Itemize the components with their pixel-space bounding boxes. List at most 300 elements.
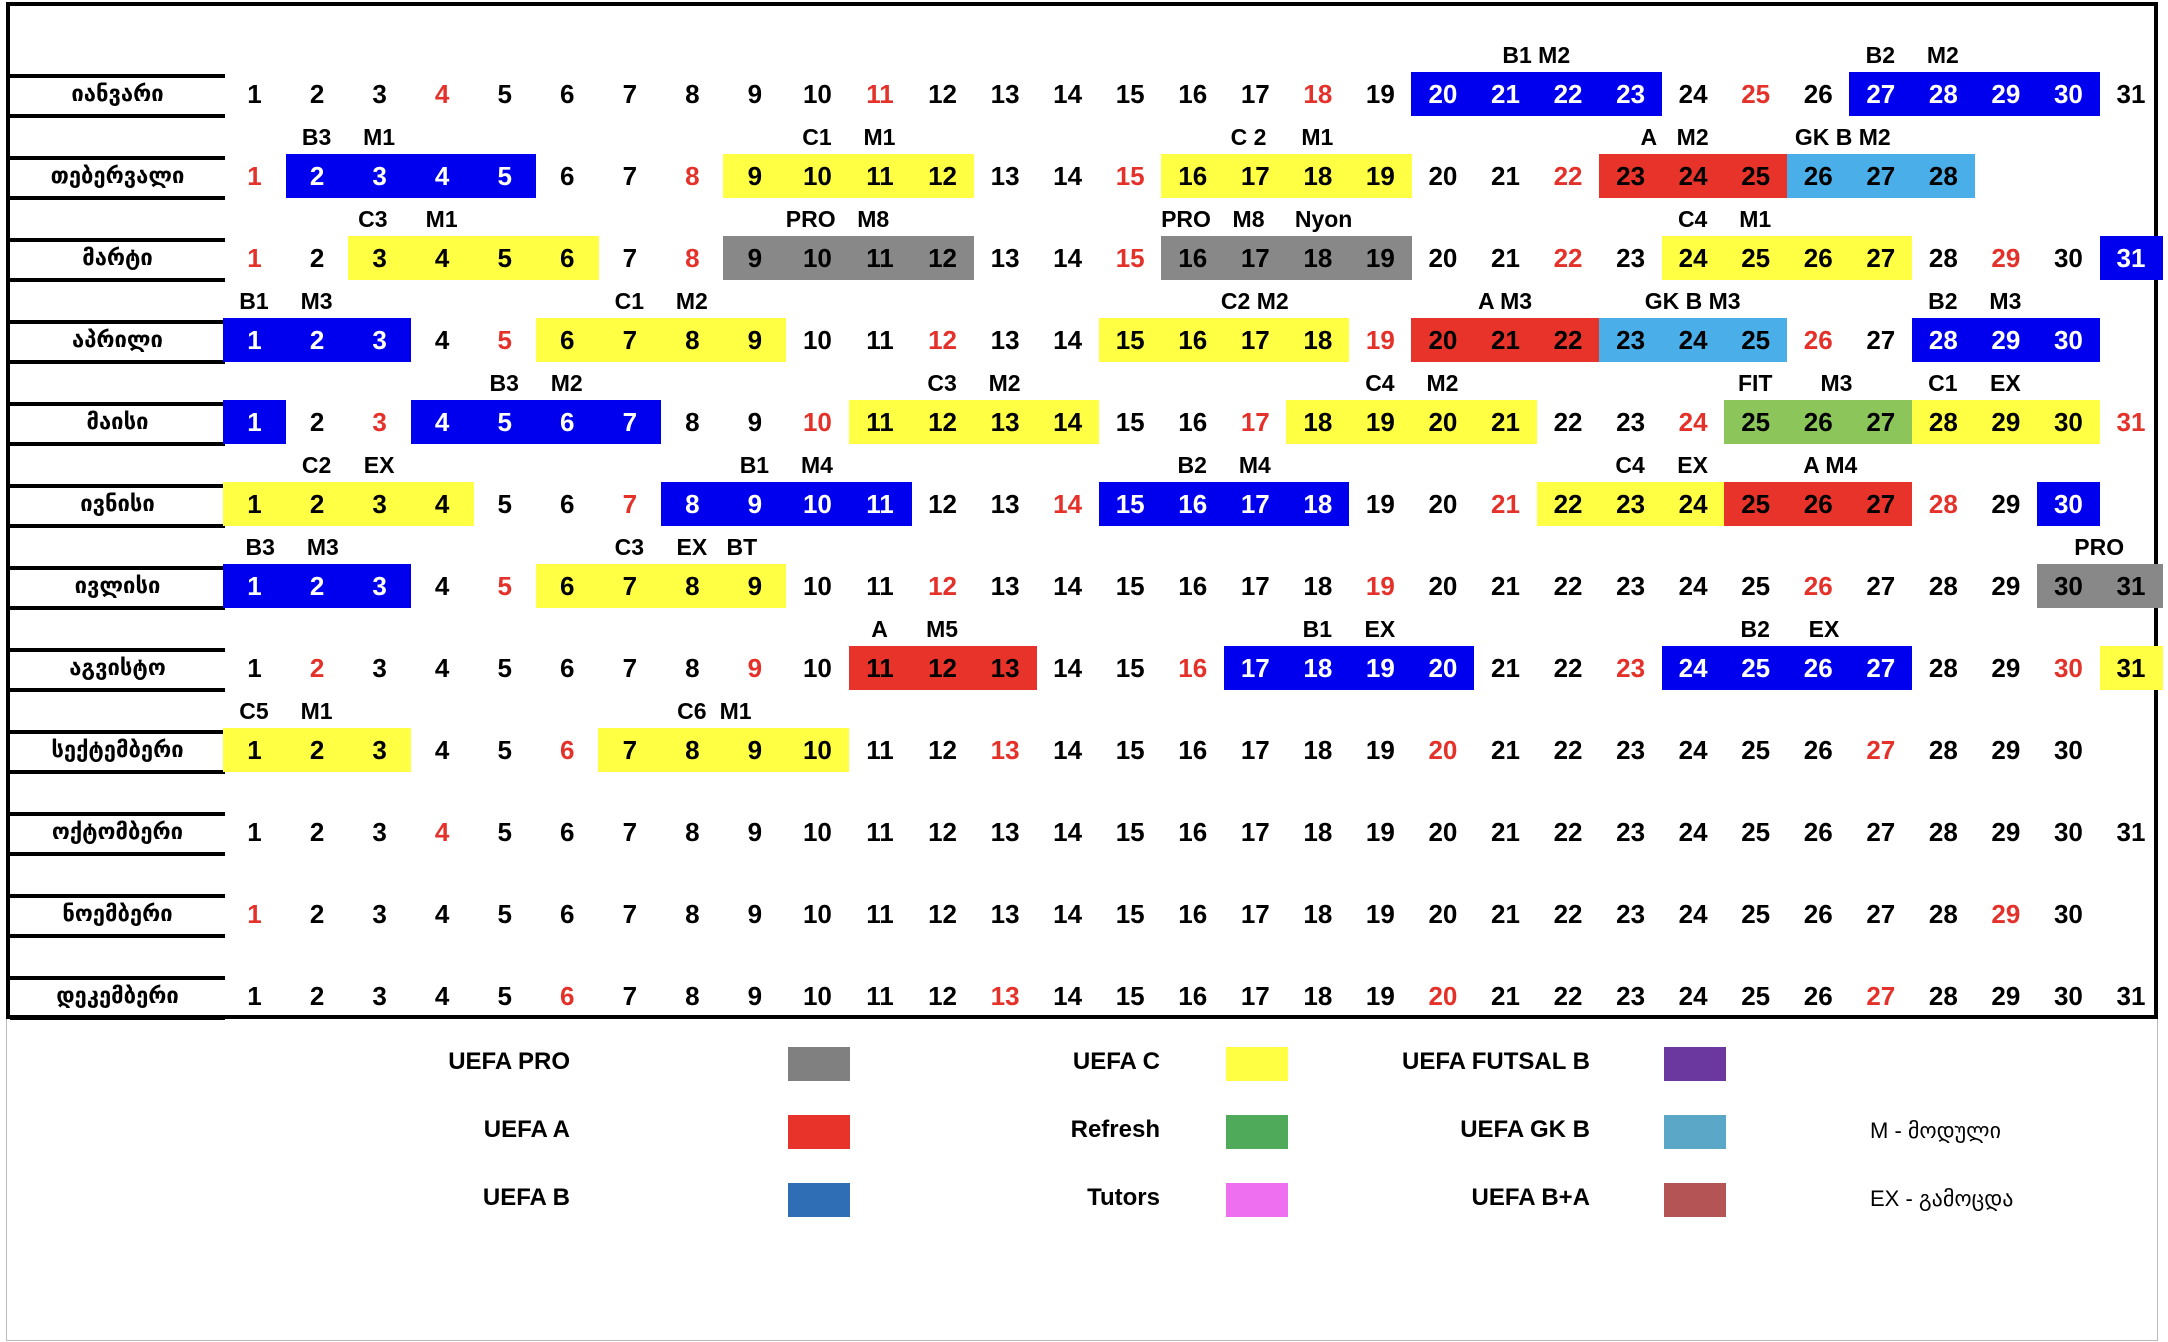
day-cell[interactable]: 27	[1866, 980, 1896, 1011]
day-cell[interactable]: 19	[1365, 734, 1395, 765]
day-cell[interactable]: 27	[1849, 646, 1912, 690]
day-cell[interactable]: 4	[434, 78, 450, 109]
day-cell[interactable]: 21	[1491, 570, 1520, 601]
day-cell[interactable]: 7	[598, 728, 661, 772]
day-cell[interactable]: 30	[2037, 318, 2100, 362]
day-cell[interactable]: 30	[2053, 652, 2083, 683]
day-cell[interactable]: 9	[747, 816, 763, 847]
day-cell[interactable]: 2	[309, 816, 325, 847]
day-cell[interactable]: 2	[286, 728, 349, 772]
day-cell[interactable]: 3	[372, 980, 387, 1011]
day-cell[interactable]: 10	[786, 482, 849, 526]
day-cell[interactable]: 11	[866, 980, 894, 1011]
day-cell[interactable]: 19	[1365, 898, 1395, 929]
day-cell[interactable]: 25	[1724, 154, 1787, 198]
day-cell[interactable]: 24	[1662, 646, 1725, 690]
day-cell[interactable]: 24	[1678, 734, 1708, 765]
day-cell[interactable]: 16	[1161, 236, 1224, 280]
day-cell[interactable]: 26	[1787, 236, 1850, 280]
day-cell[interactable]: 8	[685, 406, 700, 437]
day-cell[interactable]: 16	[1178, 652, 1208, 683]
day-cell[interactable]: 27	[1866, 898, 1896, 929]
day-cell[interactable]: 12	[911, 400, 974, 444]
day-cell[interactable]: 14	[1053, 488, 1083, 519]
day-cell[interactable]: 13	[990, 734, 1020, 765]
day-cell[interactable]: 6	[560, 980, 575, 1011]
day-cell[interactable]: 30	[2037, 564, 2100, 608]
day-cell[interactable]: 9	[747, 980, 763, 1011]
day-cell[interactable]: 12	[928, 78, 957, 109]
day-cell[interactable]: 8	[685, 78, 700, 109]
day-cell[interactable]: 28	[1928, 242, 1958, 273]
day-cell[interactable]: 22	[1553, 898, 1583, 929]
day-cell[interactable]: 3	[348, 318, 411, 362]
day-cell[interactable]: 13	[990, 242, 1020, 273]
day-cell[interactable]: 7	[622, 488, 638, 519]
day-cell[interactable]: 23	[1616, 734, 1646, 765]
day-cell[interactable]: 25	[1741, 980, 1771, 1011]
day-cell[interactable]: 14	[1053, 160, 1083, 191]
day-cell[interactable]: 29	[1991, 816, 2021, 847]
day-cell[interactable]: 16	[1178, 406, 1208, 437]
day-cell[interactable]: 25	[1724, 482, 1787, 526]
day-cell[interactable]: 27	[1849, 236, 1912, 280]
day-cell[interactable]: 24	[1662, 154, 1725, 198]
day-cell[interactable]: 7	[598, 318, 661, 362]
day-cell[interactable]: 18	[1303, 78, 1333, 109]
day-cell[interactable]: 1	[247, 160, 262, 191]
day-cell[interactable]: 30	[2053, 734, 2083, 765]
day-cell[interactable]: 3	[372, 898, 387, 929]
day-cell[interactable]: 31	[2100, 646, 2163, 690]
day-cell[interactable]: 20	[1411, 318, 1474, 362]
day-cell[interactable]: 19	[1365, 816, 1395, 847]
day-cell[interactable]: 17	[1224, 236, 1287, 280]
day-cell[interactable]: 9	[723, 236, 786, 280]
day-cell[interactable]: 21	[1491, 816, 1520, 847]
day-cell[interactable]: 20	[1411, 646, 1474, 690]
day-cell[interactable]: 26	[1803, 898, 1833, 929]
day-cell[interactable]: 4	[434, 570, 450, 601]
day-cell[interactable]: 15	[1115, 734, 1145, 765]
day-cell[interactable]: 7	[622, 652, 638, 683]
day-cell[interactable]: 6	[560, 78, 575, 109]
day-cell[interactable]: 14	[1053, 980, 1083, 1011]
day-cell[interactable]: 29	[1991, 734, 2021, 765]
day-cell[interactable]: 19	[1349, 236, 1412, 280]
day-cell[interactable]: 29	[1991, 242, 2021, 273]
day-cell[interactable]: 28	[1912, 154, 1975, 198]
day-cell[interactable]: 17	[1240, 816, 1270, 847]
day-cell[interactable]: 1	[223, 318, 286, 362]
day-cell[interactable]: 16	[1178, 78, 1208, 109]
day-cell[interactable]: 10	[802, 570, 832, 601]
day-cell[interactable]: 26	[1803, 570, 1833, 601]
day-cell[interactable]: 19	[1365, 570, 1395, 601]
day-cell[interactable]: 4	[434, 980, 450, 1011]
day-cell[interactable]: 17	[1240, 570, 1270, 601]
day-cell[interactable]: 23	[1616, 816, 1646, 847]
day-cell[interactable]: 18	[1286, 318, 1349, 362]
day-cell[interactable]: 8	[685, 898, 700, 929]
day-cell[interactable]: 26	[1803, 980, 1833, 1011]
day-cell[interactable]: 16	[1161, 154, 1224, 198]
day-cell[interactable]: 3	[348, 564, 411, 608]
day-cell[interactable]: 18	[1303, 734, 1333, 765]
day-cell[interactable]: 21	[1474, 72, 1537, 116]
day-cell[interactable]: 13	[974, 646, 1037, 690]
day-cell[interactable]: 9	[723, 154, 786, 198]
day-cell[interactable]: 5	[497, 980, 512, 1011]
day-cell[interactable]: 31	[2100, 564, 2163, 608]
day-cell[interactable]: 8	[661, 482, 724, 526]
day-cell[interactable]: 7	[622, 980, 638, 1011]
day-cell[interactable]: 15	[1115, 980, 1145, 1011]
day-cell[interactable]: 23	[1616, 570, 1646, 601]
day-cell[interactable]: 17	[1240, 734, 1270, 765]
day-cell[interactable]: 10	[802, 406, 832, 437]
day-cell[interactable]: 12	[928, 816, 957, 847]
day-cell[interactable]: 8	[685, 652, 700, 683]
day-cell[interactable]: 31	[2116, 816, 2146, 847]
day-cell[interactable]: 20	[1411, 72, 1474, 116]
day-cell[interactable]: 17	[1240, 406, 1270, 437]
day-cell[interactable]: 11	[849, 154, 912, 198]
day-cell[interactable]: 31	[2116, 78, 2146, 109]
day-cell[interactable]: 7	[598, 564, 661, 608]
day-cell[interactable]: 4	[434, 734, 450, 765]
day-cell[interactable]: 2	[309, 652, 325, 683]
day-cell[interactable]: 11	[866, 570, 894, 601]
day-cell[interactable]: 19	[1349, 154, 1412, 198]
day-cell[interactable]: 14	[1053, 570, 1083, 601]
day-cell[interactable]: 23	[1599, 318, 1662, 362]
day-cell[interactable]: 5	[473, 236, 536, 280]
day-cell[interactable]: 13	[990, 980, 1020, 1011]
day-cell[interactable]: 18	[1286, 646, 1349, 690]
day-cell[interactable]: 3	[348, 154, 411, 198]
day-cell[interactable]: 8	[661, 564, 724, 608]
day-cell[interactable]: 3	[372, 816, 387, 847]
day-cell[interactable]: 13	[990, 324, 1020, 355]
day-cell[interactable]: 12	[928, 980, 957, 1011]
day-cell[interactable]: 24	[1678, 78, 1708, 109]
day-cell[interactable]: 16	[1178, 570, 1208, 601]
day-cell[interactable]: 17	[1224, 154, 1287, 198]
day-cell[interactable]: 24	[1662, 482, 1725, 526]
day-cell[interactable]: 13	[974, 400, 1037, 444]
day-cell[interactable]: 22	[1553, 816, 1583, 847]
day-cell[interactable]: 8	[685, 242, 700, 273]
day-cell[interactable]: 28	[1912, 318, 1975, 362]
day-cell[interactable]: 5	[497, 898, 512, 929]
day-cell[interactable]: 2	[309, 980, 325, 1011]
day-cell[interactable]: 4	[411, 400, 474, 444]
day-cell[interactable]: 7	[622, 816, 638, 847]
day-cell[interactable]: 6	[560, 734, 575, 765]
day-cell[interactable]: 17	[1224, 646, 1287, 690]
day-cell[interactable]: 21	[1491, 652, 1520, 683]
day-cell[interactable]: 28	[1928, 652, 1958, 683]
day-cell[interactable]: 22	[1553, 652, 1583, 683]
day-cell[interactable]: 12	[928, 324, 957, 355]
day-cell[interactable]: 5	[497, 78, 512, 109]
day-cell[interactable]: 25	[1724, 318, 1787, 362]
day-cell[interactable]: 15	[1115, 242, 1145, 273]
day-cell[interactable]: 2	[309, 242, 325, 273]
day-cell[interactable]: 30	[2053, 898, 2083, 929]
day-cell[interactable]: 14	[1053, 324, 1083, 355]
day-cell[interactable]: 12	[928, 734, 957, 765]
day-cell[interactable]: 9	[747, 898, 763, 929]
day-cell[interactable]: 18	[1303, 980, 1333, 1011]
day-cell[interactable]: 11	[866, 816, 894, 847]
day-cell[interactable]: 27	[1849, 154, 1912, 198]
day-cell[interactable]: 16	[1178, 980, 1208, 1011]
day-cell[interactable]: 15	[1115, 816, 1145, 847]
day-cell[interactable]: 1	[223, 564, 286, 608]
day-cell[interactable]: 14	[1053, 816, 1083, 847]
day-cell[interactable]: 4	[434, 816, 450, 847]
day-cell[interactable]: 5	[497, 734, 512, 765]
day-cell[interactable]: 24	[1662, 236, 1725, 280]
day-cell[interactable]: 17	[1224, 318, 1287, 362]
day-cell[interactable]: 7	[622, 78, 638, 109]
day-cell[interactable]: 7	[598, 400, 661, 444]
day-cell[interactable]: 6	[536, 400, 599, 444]
day-cell[interactable]: 19	[1365, 488, 1395, 519]
day-cell[interactable]: 26	[1787, 482, 1850, 526]
day-cell[interactable]: 1	[247, 980, 262, 1011]
day-cell[interactable]: 4	[434, 898, 450, 929]
day-cell[interactable]: 22	[1537, 482, 1600, 526]
day-cell[interactable]: 9	[747, 652, 763, 683]
day-cell[interactable]: 24	[1678, 406, 1708, 437]
day-cell[interactable]: 25	[1724, 646, 1787, 690]
day-cell[interactable]: 10	[802, 816, 832, 847]
day-cell[interactable]: 27	[1866, 816, 1896, 847]
day-cell[interactable]: 20	[1411, 400, 1474, 444]
day-cell[interactable]: 14	[1053, 652, 1083, 683]
day-cell[interactable]: 27	[1849, 72, 1912, 116]
day-cell[interactable]: 11	[849, 400, 912, 444]
day-cell[interactable]: 28	[1912, 400, 1975, 444]
day-cell[interactable]: 7	[622, 160, 638, 191]
day-cell[interactable]: 22	[1553, 734, 1583, 765]
day-cell[interactable]: 18	[1286, 154, 1349, 198]
day-cell[interactable]: 25	[1724, 236, 1787, 280]
day-cell[interactable]: 26	[1787, 154, 1850, 198]
day-cell[interactable]: 12	[911, 236, 974, 280]
day-cell[interactable]: 13	[990, 898, 1020, 929]
day-cell[interactable]: 25	[1741, 734, 1771, 765]
day-cell[interactable]: 25	[1741, 570, 1771, 601]
day-cell[interactable]: 23	[1599, 154, 1662, 198]
day-cell[interactable]: 8	[685, 160, 700, 191]
day-cell[interactable]: 20	[1428, 734, 1458, 765]
day-cell[interactable]: 26	[1787, 400, 1850, 444]
day-cell[interactable]: 15	[1115, 406, 1145, 437]
day-cell[interactable]: 12	[911, 646, 974, 690]
day-cell[interactable]: 11	[866, 734, 894, 765]
day-cell[interactable]: 11	[849, 646, 912, 690]
day-cell[interactable]: 22	[1537, 318, 1600, 362]
day-cell[interactable]: 26	[1787, 646, 1850, 690]
day-cell[interactable]: 2	[286, 482, 349, 526]
day-cell[interactable]: 24	[1678, 570, 1708, 601]
day-cell[interactable]: 3	[372, 78, 387, 109]
day-cell[interactable]: 6	[560, 652, 575, 683]
day-cell[interactable]: 21	[1491, 980, 1520, 1011]
day-cell[interactable]: 10	[786, 236, 849, 280]
day-cell[interactable]: 22	[1553, 160, 1583, 191]
day-cell[interactable]: 7	[622, 898, 638, 929]
day-cell[interactable]: 31	[2116, 980, 2146, 1011]
day-cell[interactable]: 11	[866, 898, 894, 929]
day-cell[interactable]: 21	[1491, 734, 1520, 765]
day-cell[interactable]: 2	[309, 78, 325, 109]
day-cell[interactable]: 24	[1678, 816, 1708, 847]
day-cell[interactable]: 25	[1741, 816, 1771, 847]
day-cell[interactable]: 29	[1974, 318, 2037, 362]
day-cell[interactable]: 23	[1616, 406, 1646, 437]
day-cell[interactable]: 23	[1616, 242, 1646, 273]
day-cell[interactable]: 5	[473, 400, 536, 444]
day-cell[interactable]: 20	[1428, 160, 1458, 191]
day-cell[interactable]: 25	[1724, 400, 1787, 444]
day-cell[interactable]: 23	[1616, 652, 1646, 683]
day-cell[interactable]: 13	[990, 160, 1020, 191]
day-cell[interactable]: 24	[1662, 318, 1725, 362]
day-cell[interactable]: 4	[434, 652, 450, 683]
day-cell[interactable]: 3	[348, 236, 411, 280]
day-cell[interactable]: 4	[411, 236, 474, 280]
day-cell[interactable]: 27	[1849, 482, 1912, 526]
day-cell[interactable]: 2	[286, 564, 349, 608]
day-cell[interactable]: 2	[309, 406, 325, 437]
day-cell[interactable]: 7	[622, 242, 638, 273]
day-cell[interactable]: 21	[1491, 242, 1520, 273]
day-cell[interactable]: 20	[1428, 898, 1458, 929]
day-cell[interactable]: 14	[1053, 242, 1083, 273]
day-cell[interactable]: 8	[685, 980, 700, 1011]
day-cell[interactable]: 12	[928, 570, 957, 601]
day-cell[interactable]: 21	[1491, 898, 1520, 929]
day-cell[interactable]: 21	[1474, 318, 1537, 362]
day-cell[interactable]: 19	[1365, 324, 1395, 355]
day-cell[interactable]: 4	[411, 154, 474, 198]
day-cell[interactable]: 1	[223, 482, 286, 526]
day-cell[interactable]: 5	[497, 816, 512, 847]
day-cell[interactable]: 20	[1428, 242, 1458, 273]
day-cell[interactable]: 22	[1553, 570, 1583, 601]
day-cell[interactable]: 13	[990, 570, 1020, 601]
day-cell[interactable]: 30	[2037, 482, 2100, 526]
day-cell[interactable]: 5	[497, 488, 512, 519]
day-cell[interactable]: 10	[802, 898, 832, 929]
day-cell[interactable]: 14	[1036, 400, 1099, 444]
day-cell[interactable]: 2	[286, 318, 349, 362]
day-cell[interactable]: 13	[990, 488, 1020, 519]
day-cell[interactable]: 27	[1849, 400, 1912, 444]
day-cell[interactable]: 28	[1928, 816, 1958, 847]
day-cell[interactable]: 18	[1303, 570, 1333, 601]
day-cell[interactable]: 23	[1616, 980, 1646, 1011]
day-cell[interactable]: 6	[560, 816, 575, 847]
day-cell[interactable]: 15	[1115, 78, 1145, 109]
day-cell[interactable]: 31	[2116, 406, 2146, 437]
day-cell[interactable]: 22	[1553, 406, 1583, 437]
day-cell[interactable]: 15	[1099, 318, 1162, 362]
day-cell[interactable]: 1	[247, 242, 262, 273]
day-cell[interactable]: 15	[1115, 570, 1145, 601]
day-cell[interactable]: 14	[1053, 734, 1083, 765]
day-cell[interactable]: 1	[223, 400, 286, 444]
day-cell[interactable]: 26	[1803, 78, 1833, 109]
day-cell[interactable]: 28	[1912, 72, 1975, 116]
day-cell[interactable]: 9	[723, 318, 786, 362]
day-cell[interactable]: 10	[802, 78, 832, 109]
day-cell[interactable]: 29	[1991, 980, 2021, 1011]
day-cell[interactable]: 26	[1803, 816, 1833, 847]
day-cell[interactable]: 13	[990, 78, 1020, 109]
day-cell[interactable]: 29	[1991, 652, 2021, 683]
day-cell[interactable]: 8	[685, 816, 700, 847]
day-cell[interactable]: 3	[348, 728, 411, 772]
day-cell[interactable]: 1	[247, 78, 262, 109]
day-cell[interactable]: 3	[348, 482, 411, 526]
day-cell[interactable]: 9	[723, 564, 786, 608]
day-cell[interactable]: 11	[849, 236, 912, 280]
day-cell[interactable]: 5	[473, 154, 536, 198]
day-cell[interactable]: 30	[2053, 816, 2083, 847]
day-cell[interactable]: 20	[1428, 570, 1458, 601]
day-cell[interactable]: 6	[536, 564, 599, 608]
day-cell[interactable]: 5	[497, 324, 512, 355]
day-cell[interactable]: 12	[911, 154, 974, 198]
day-cell[interactable]: 4	[434, 324, 450, 355]
day-cell[interactable]: 15	[1099, 482, 1162, 526]
day-cell[interactable]: 22	[1537, 72, 1600, 116]
day-cell[interactable]: 15	[1115, 652, 1145, 683]
day-cell[interactable]: 30	[2053, 242, 2083, 273]
day-cell[interactable]: 14	[1053, 898, 1083, 929]
day-cell[interactable]: 19	[1349, 400, 1412, 444]
day-cell[interactable]: 13	[990, 816, 1020, 847]
day-cell[interactable]: 29	[1974, 72, 2037, 116]
day-cell[interactable]: 26	[1803, 734, 1833, 765]
day-cell[interactable]: 20	[1428, 488, 1458, 519]
day-cell[interactable]: 6	[560, 160, 575, 191]
day-cell[interactable]: 16	[1178, 816, 1208, 847]
day-cell[interactable]: 27	[1866, 734, 1896, 765]
day-cell[interactable]: 25	[1741, 898, 1771, 929]
day-cell[interactable]: 9	[747, 78, 763, 109]
day-cell[interactable]: 1	[247, 652, 262, 683]
day-cell[interactable]: 29	[1991, 570, 2021, 601]
day-cell[interactable]: 16	[1161, 318, 1224, 362]
day-cell[interactable]: 11	[866, 324, 894, 355]
day-cell[interactable]: 21	[1491, 160, 1520, 191]
day-cell[interactable]: 15	[1115, 160, 1145, 191]
day-cell[interactable]: 29	[1991, 488, 2021, 519]
day-cell[interactable]: 2	[286, 154, 349, 198]
day-cell[interactable]: 17	[1240, 78, 1270, 109]
day-cell[interactable]: 16	[1178, 898, 1208, 929]
day-cell[interactable]: 17	[1240, 898, 1270, 929]
day-cell[interactable]: 20	[1428, 980, 1458, 1011]
day-cell[interactable]: 29	[1991, 898, 2021, 929]
